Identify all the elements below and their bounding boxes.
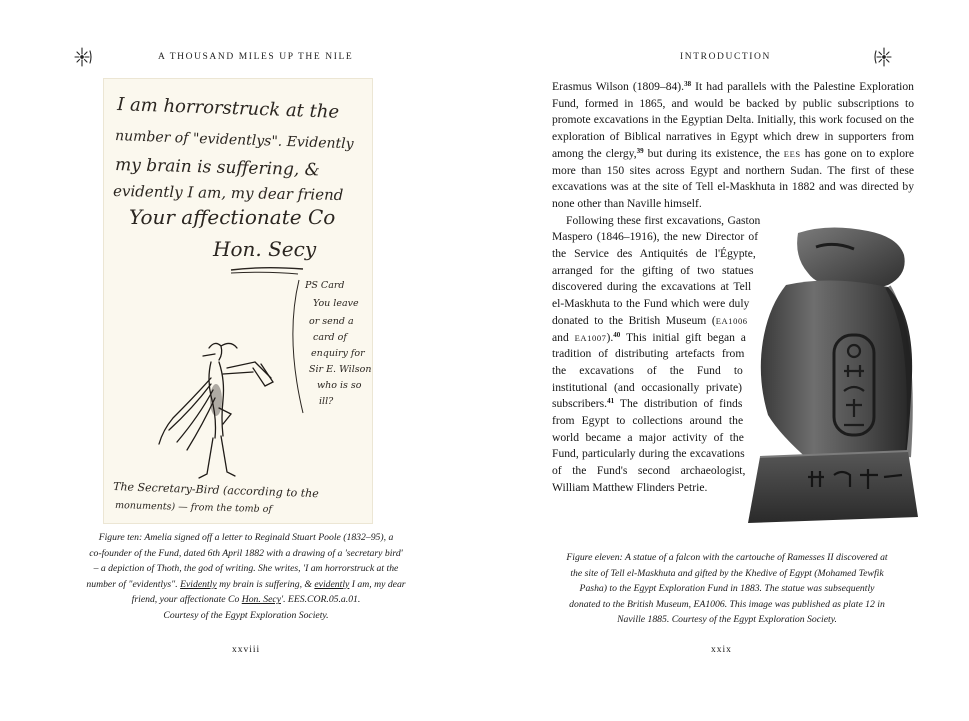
page-number: xxix — [711, 645, 732, 655]
side-note-line: enquiry for — [311, 348, 365, 359]
caption-line: – a depiction of Thoth, the god of writing. She writes, 'I am horrorstruck at the — [93, 563, 399, 575]
handwriting-line: Your affectionate Co — [129, 205, 336, 229]
caption-line: Figure eleven: A statue of a falcon with the cartouche of Ramesses II discovered at — [566, 552, 888, 563]
caption-line: Pasha) to the Egypt Exploration Fund in 1883. The statue was subsequently — [579, 583, 875, 595]
caption-line: co-founder of the Fund, dated 6th April 1882 with a drawing of a 'secretary bird' — [89, 547, 403, 559]
ornament-icon — [872, 45, 896, 69]
page-number: xxviii — [232, 645, 261, 655]
paragraph: Following these first excavations, Gaston Maspero (1846–1916), the new Director of the Service des Antiquités de l'Égypte, arranged for the gifting of two statues discovered during the excavations at Tell el-Maskhuta to the Fund which were duly donated to the British Museum (EA1006 and EA1007).$^{40}$ This initial gift began a tradition of distributing artefacts from the excavations of the Fund to institutional (and occasionally private) subscribers.$^{41}$ The distribution of finds from Egypt to collections around the world became a major activity of the Fund, particularly during the excavations of the Fund's second archaeologist, William Matthew Flinders Petrie. — [552, 213, 761, 494]
caption-line: number of "evidentlys". Evidently my brain is suffering, & evidently I am, my dear — [86, 578, 406, 590]
caption-line: the site of Tell el-Maskhuta and gifted by the Khedive of Egypt (Mohamed Tewfik — [570, 567, 884, 579]
side-note-line: You leave — [313, 298, 359, 309]
caption-line: donated to the British Museum, EA1006. This image was published as plate 12 in — [569, 598, 885, 610]
falcon-statue-photo — [738, 225, 922, 525]
handwriting-line: number of "evidentlys". Evidently — [114, 128, 354, 153]
footnote-ref: 39 — [636, 146, 644, 155]
handwriting-line: Hon. Secy — [213, 237, 317, 261]
caption-line: Figure ten: Amelia signed off a letter to Reginald Stuart Poole (1832–95), a — [98, 532, 394, 543]
letter-manuscript — [103, 78, 373, 524]
ornament-icon — [70, 45, 94, 69]
running-head: INTRODUCTION — [680, 52, 771, 62]
caption-line: Courtesy of the Egypt Exploration Society. — [163, 609, 329, 621]
bottom-note-line: monuments) — from the tomb of — [114, 500, 273, 516]
caption-line: Naville 1885. Courtesy of the Egypt Exploration Society. — [617, 614, 837, 626]
footnote-ref: 40 — [613, 330, 621, 339]
figure-caption — [544, 550, 910, 628]
letter-image — [103, 78, 373, 524]
side-note-line: or send a — [309, 316, 354, 327]
footnote-ref: 38 — [684, 80, 692, 88]
left-page — [0, 0, 484, 721]
bottom-note-line: The Secretary-Bird (according to the — [112, 480, 319, 501]
handwriting-line: I am horrorstruck at the — [116, 94, 340, 123]
caption-line: friend, your affectionate Co Hon. Secy'. EES.COR.05.a.01. — [131, 594, 361, 606]
paragraph: Erasmus Wilson (1809–84).$^{38}$ It had parallels with the Palestine Exploration Fund, formed in 1865, and would be backed by public subscriptions to promote excavations in the Egyptian Delta. Initially, this work focused on the exploration of Biblical narratives in Egypt which drew in supporters from among the clergy,$^{39}$ but during its existence, the EES has gone on to explore more than 150 sites across Egypt and northern Sudan. The first of these excavations was at the site of Tell el-Maskhuta in 1882 and was directed by none other than Naville himself. — [552, 80, 915, 210]
side-note-line: ill? — [319, 396, 334, 407]
side-note-line: who is so — [317, 380, 362, 391]
running-head: A THOUSAND MILES UP THE NILE — [158, 52, 354, 62]
footnote-ref: 41 — [607, 397, 615, 406]
side-note-line: card of — [313, 332, 347, 343]
figure-caption — [66, 530, 426, 624]
handwriting-line: evidently I am, my dear friend — [112, 182, 344, 205]
side-note-line: Sir E. Wilson — [309, 364, 372, 375]
handwriting-line: my brain is suffering, & — [114, 155, 321, 181]
side-note-line: PS Card — [305, 280, 345, 291]
